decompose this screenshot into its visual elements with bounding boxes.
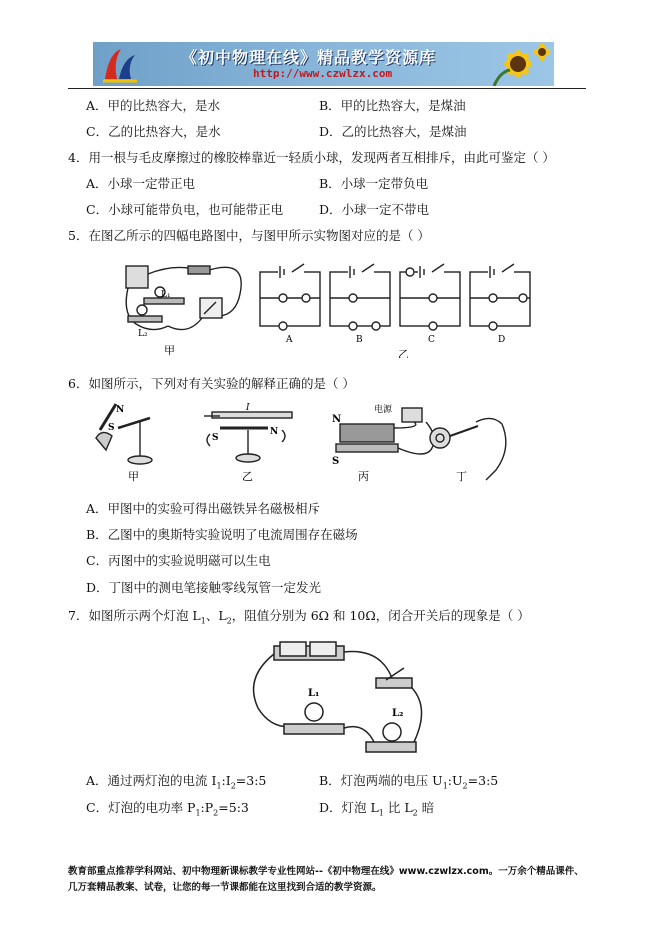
q7-option-c-sub1: 1 bbox=[195, 808, 201, 818]
q7-option-b-sub2: 2 bbox=[462, 781, 468, 791]
q7-option-a-sub1: 1 bbox=[216, 781, 222, 791]
q7-option-c-sub2: 2 bbox=[213, 808, 219, 818]
q7-option-c-post: =5:3 bbox=[218, 800, 249, 815]
footer-line-2: 几万套精品教案、试卷，让您的每一节课都能在这里找到合适的教学资源。 bbox=[68, 882, 382, 893]
banner-title: 《初中物理在线》精品教学资源库 bbox=[181, 48, 437, 67]
q6-yi-s-label: S bbox=[212, 433, 219, 443]
q7-stem-prefix: 7．如图所示两个灯泡 L bbox=[68, 608, 201, 623]
q7-option-d bbox=[319, 798, 434, 818]
q7-stem-mid1: 、L bbox=[205, 608, 227, 623]
q7-option-c-pre: C．灯泡的电功率 P bbox=[86, 800, 196, 815]
q6-experiment-figure bbox=[92, 400, 532, 484]
q7-stem-sub2: 2 bbox=[226, 616, 232, 626]
q5-jia-l1-label: L₁ bbox=[161, 290, 171, 300]
q7-option-a bbox=[86, 771, 266, 791]
q7-option-d-mid: 比 L bbox=[383, 800, 413, 815]
page-footer bbox=[68, 864, 584, 896]
q6-option-c: C．丙图中的实验说明磁可以生电 bbox=[86, 553, 271, 568]
q7-option-a-sub2: 2 bbox=[230, 781, 236, 791]
q7-l2-label: L₂ bbox=[392, 708, 404, 719]
q7-option-c-mid: :P bbox=[200, 800, 214, 815]
q7-stem bbox=[68, 606, 530, 626]
q4-stem: 4．用一根与毛皮摩擦过的橡胶棒靠近一轻质小球，发现两者互相排斥，由此可鉴定（ ） bbox=[68, 150, 555, 165]
q6-option-b: B．乙图中的奥斯特实验说明了电流周围存在磁场 bbox=[86, 527, 358, 542]
q5-option-d-label: D bbox=[498, 335, 506, 345]
q7-option-b bbox=[319, 771, 498, 791]
q7-circuit-figure bbox=[244, 638, 434, 760]
q5-yi-label: 乙 bbox=[398, 348, 409, 358]
q4-option-b: B．小球一定带负电 bbox=[319, 176, 429, 191]
q6-jia-n-label: N bbox=[116, 405, 125, 415]
q6-stem: 6．如图所示，下列对有关实验的解释正确的是（ ） bbox=[68, 376, 355, 391]
q7-option-d-sub2: 2 bbox=[412, 808, 418, 818]
q7-option-d-pre: D．灯泡 L bbox=[319, 800, 379, 815]
header-divider bbox=[68, 88, 586, 89]
q5-option-c-label: C bbox=[428, 335, 435, 345]
q6-ding-label: 丁 bbox=[456, 470, 467, 483]
q6-bing-power-label: 电源 bbox=[374, 405, 393, 415]
q7-option-b-pre: B．灯泡两端的电压 U bbox=[319, 773, 443, 788]
q7-option-b-post: =3:5 bbox=[467, 773, 499, 788]
q7-option-b-sub1: 1 bbox=[442, 781, 448, 791]
q5-jia-label: 甲 bbox=[164, 344, 175, 357]
q3-option-a: A．甲的比热容大，是水 bbox=[86, 98, 221, 113]
footer-line-1: 教育部重点推荐学科网站、初中物理新课标教学专业性网站--《初中物理在线》www.czwlzx.com。一万余个精品课件、 bbox=[68, 866, 584, 877]
q7-option-a-post: =3:5 bbox=[235, 773, 267, 788]
q7-option-c bbox=[86, 798, 249, 818]
q5-circuit-figure bbox=[108, 254, 548, 358]
q7-option-b-mid: :U bbox=[447, 773, 463, 788]
q7-option-d-sub1: 1 bbox=[378, 808, 384, 818]
q5-jia-l2-label: L₂ bbox=[138, 329, 148, 339]
q4-option-c: C．小球可能带负电，也可能带正电 bbox=[86, 202, 284, 217]
q7-stem-mid2: ，阻值分别为 6Ω 和 10Ω，闭合开关后的现象是（ ） bbox=[231, 608, 530, 623]
q7-option-a-pre: A．通过两灯泡的电流 I bbox=[86, 773, 217, 788]
q6-jia-s-label: S bbox=[108, 423, 115, 433]
q4-option-a: A．小球一定带正电 bbox=[86, 176, 196, 191]
q6-option-d: D．丁图中的测电笔接触零线氖管一定发光 bbox=[86, 580, 322, 595]
q6-bing-s-label: S bbox=[332, 456, 340, 467]
q7-option-a-mid: :I bbox=[221, 773, 231, 788]
q4-option-d: D．小球一定不带电 bbox=[319, 202, 430, 217]
q6-yi-n-label: N bbox=[270, 427, 279, 437]
q6-yi-current-label: I bbox=[246, 403, 250, 413]
q6-bing-n-label: N bbox=[332, 414, 342, 425]
q6-bing-label: 丙 bbox=[358, 470, 369, 483]
q5-stem: 5．在图乙所示的四幅电路图中，与图甲所示实物图对应的是（ ） bbox=[68, 228, 430, 243]
q5-option-a-label: A bbox=[286, 335, 293, 345]
q5-option-b-label: B bbox=[356, 335, 363, 345]
q7-l1-label: L₁ bbox=[308, 688, 320, 699]
sunflower-icon bbox=[480, 42, 550, 86]
q6-jia-label: 甲 bbox=[128, 470, 139, 483]
q7-option-d-post: 暗 bbox=[417, 800, 435, 815]
header-banner bbox=[93, 42, 554, 86]
q3-option-b: B．甲的比热容大，是煤油 bbox=[319, 98, 466, 113]
banner-url[interactable]: http://www.czwlzx.com bbox=[253, 67, 393, 80]
q3-option-d: D．乙的比热容大，是煤油 bbox=[319, 124, 467, 139]
q3-option-c: C．乙的比热容大，是水 bbox=[86, 124, 221, 139]
q6-yi-label: 乙 bbox=[242, 470, 253, 483]
q7-stem-sub1: 1 bbox=[200, 616, 206, 626]
site-logo-icon bbox=[99, 45, 139, 83]
q6-option-a: A．甲图中的实验可得出磁铁异名磁极相斥 bbox=[86, 501, 321, 516]
